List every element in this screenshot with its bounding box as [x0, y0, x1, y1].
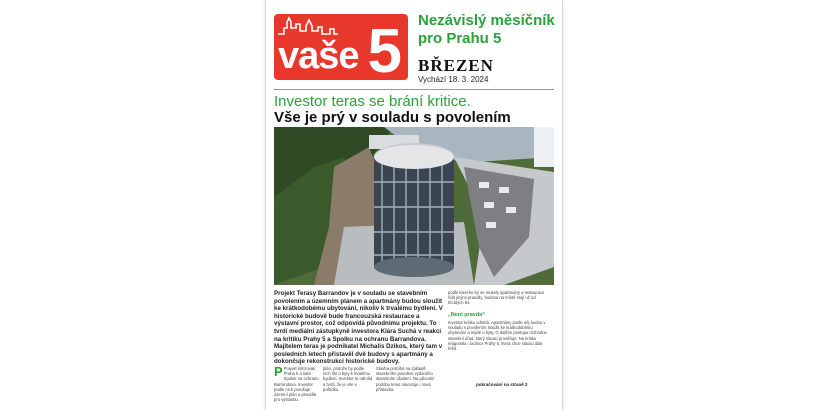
body-column-1	[274, 366, 320, 402]
body-column-1-text: Projekt kritizovali Praha 5 a také Spolek na ochranu Barrandova. Investor podle nich porušuje územní plán a pravidla pro výstavbu.	[274, 366, 319, 403]
article-subhead: „Není pravda“	[448, 312, 485, 318]
barrandov-terraces-aerial-photo	[274, 127, 554, 285]
issue-date: Vychází 18. 3. 2024	[418, 75, 489, 84]
body-column-4: podle kterého by se musely apartmány a restaurace řídit jinými pravidly, budova na místě stojí už od třicátých let.	[448, 290, 545, 306]
body-column-2: plán, protože by podle nich šlo o byty k trvalému bydlení. Investor to odmítá a tvrdí, že je vše v pořádku.	[323, 366, 373, 392]
drop-cap-icon: P	[274, 364, 283, 379]
body-column-5: Investor kritiku odmítá. Apartmány podle něj budou v souladu s povolením sloužit ke krátkodobému ubytování a nejde o byty. O dalším postupu rozhodne stavební úřad, který situaci prověřuje. Na kritiku reagovala i radnice Prahy 5, která chce situaci dále řešit.	[448, 320, 547, 352]
newspaper-front-page	[265, 0, 563, 410]
issue-month: BŘEZEN	[418, 56, 494, 75]
vase5-logo	[274, 14, 408, 80]
article-photo	[274, 127, 554, 285]
article-kicker: Investor teras se brání kritice.	[274, 93, 471, 110]
body-column-3: Stavba probíhá na základě stavebního povolení vydaného stavebním úřadem. Na původní podobu teras navazuje i nová přístavba.	[376, 366, 435, 392]
article-lead: Projekt Terasy Barrandov je v souladu se stavebním povolením a územním plánem a apartmány budou sloužit ke krátkodobému ubytování, nikoliv k trvalému bydlení. V historické budově bude francouzská restaurace a výstavní prostor, což odpovídá původnímu projektu. To tvrdí mediální zástupkyně investora Klára Suchá v reakci na kritiku Prahy 5 a Spolku na ochranu Barrandova. Majitelem teras je podnikatel Michalis Dzikos, který tam v posledních letech přistavěl dvě budovy s apartmány a dokončuje rekonstrukci historické budovy.	[274, 290, 443, 366]
tagline: Nezávislý měsíčník pro Prahu 5	[418, 12, 555, 47]
masthead-divider	[274, 89, 554, 90]
logo-word: vaše	[278, 35, 359, 77]
logo-number: 5	[367, 17, 402, 80]
article-headline: Vše je prý v souladu s povolením	[274, 109, 511, 126]
continued-on-page-link[interactable]: pokračování na straně 2	[476, 382, 528, 387]
